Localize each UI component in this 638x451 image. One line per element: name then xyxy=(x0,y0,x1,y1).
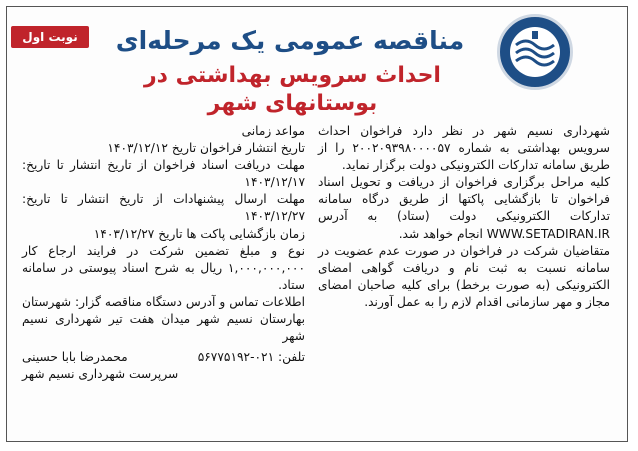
publication-round-badge: نوبت اول xyxy=(11,26,89,48)
paragraph-process: کلیه مراحل برگزاری فراخوان از دریافت و تحویل اسناد فراخوان تا بازگشایی پاکتها از طریق درگاه سامانه تدارکات الکترونیکی دولت (ستاد) به آدرس WWW.SETADIRAN.IR انجام خواهد شد. xyxy=(318,175,610,241)
municipality-logo-icon xyxy=(497,14,573,90)
paragraph-registration: متقاضیان شرکت در فراخوان در صورت عدم عضویت در سامانه نسبت به ثبت نام و دریافت گواهی امضای الکترونیکی (به صورت برخط) برای کلیه صاحبان امضای مجاز و مهر سازمانی اقدام لازم را به عمل آورند. xyxy=(318,243,610,309)
tender-subtitle: احداث سرویس بهداشتی در بوستانهای شهر xyxy=(144,63,441,116)
schedule-column xyxy=(22,123,305,383)
phone-number: تلفن: ۰۲۱-۵۶۷۷۵۱۹۲ xyxy=(197,350,305,365)
tender-title: مناقصه عمومی یک مرحله‌ای xyxy=(115,26,465,55)
schedule-heading: مواعد زمانی xyxy=(241,124,305,138)
signature-name: محمدرضا بابا حسینی xyxy=(22,350,128,365)
guarantee-info: نوع و مبلغ تضمین شرکت در فرایند ارجاع کار ۱,۰۰۰,۰۰۰,۰۰۰ ریال به شرح اسناد پیوستی در سامانه ستاد. xyxy=(22,243,305,292)
signature-row xyxy=(22,349,305,366)
opening-date: زمان بازگشایی پاکت ها تاریخ ۱۴۰۳/۱۲/۲۷ xyxy=(93,226,305,241)
publication-date: تاریخ انتشار فراخوان تاریخ ۱۴۰۳/۱۲/۱۲ xyxy=(107,141,305,156)
logo-emblem-icon xyxy=(502,19,568,85)
document-deadline: مهلت دریافت اسناد فراخوان از تاریخ انتشار تا تاریخ: ۱۴۰۳/۱۲/۱۷ xyxy=(22,158,305,190)
contact-address: اطلاعات تماس و آدرس دستگاه مناقصه گزار: شهرستان بهارستان نسیم شهر میدان هفت تیر شهرداری نسیم شهر xyxy=(22,294,305,344)
proposal-deadline: مهلت ارسال پیشنهادات از تاریخ انتشار تا تاریخ: ۱۴۰۳/۱۲/۲۷ xyxy=(22,192,305,224)
tender-description-column xyxy=(318,123,610,311)
paragraph-intro: شهرداری نسیم شهر در نظر دارد فراخوان احداث سرویس بهداشتی به شماره ۲۰۰۲۰۹۳۹۸۰۰۰۰۵۷ را از طریق سامانه تدارکات الکترونیکی دولت برگزار نماید. xyxy=(318,124,610,173)
signature-title: سرپرست شهرداری نسیم شهر xyxy=(22,367,179,382)
